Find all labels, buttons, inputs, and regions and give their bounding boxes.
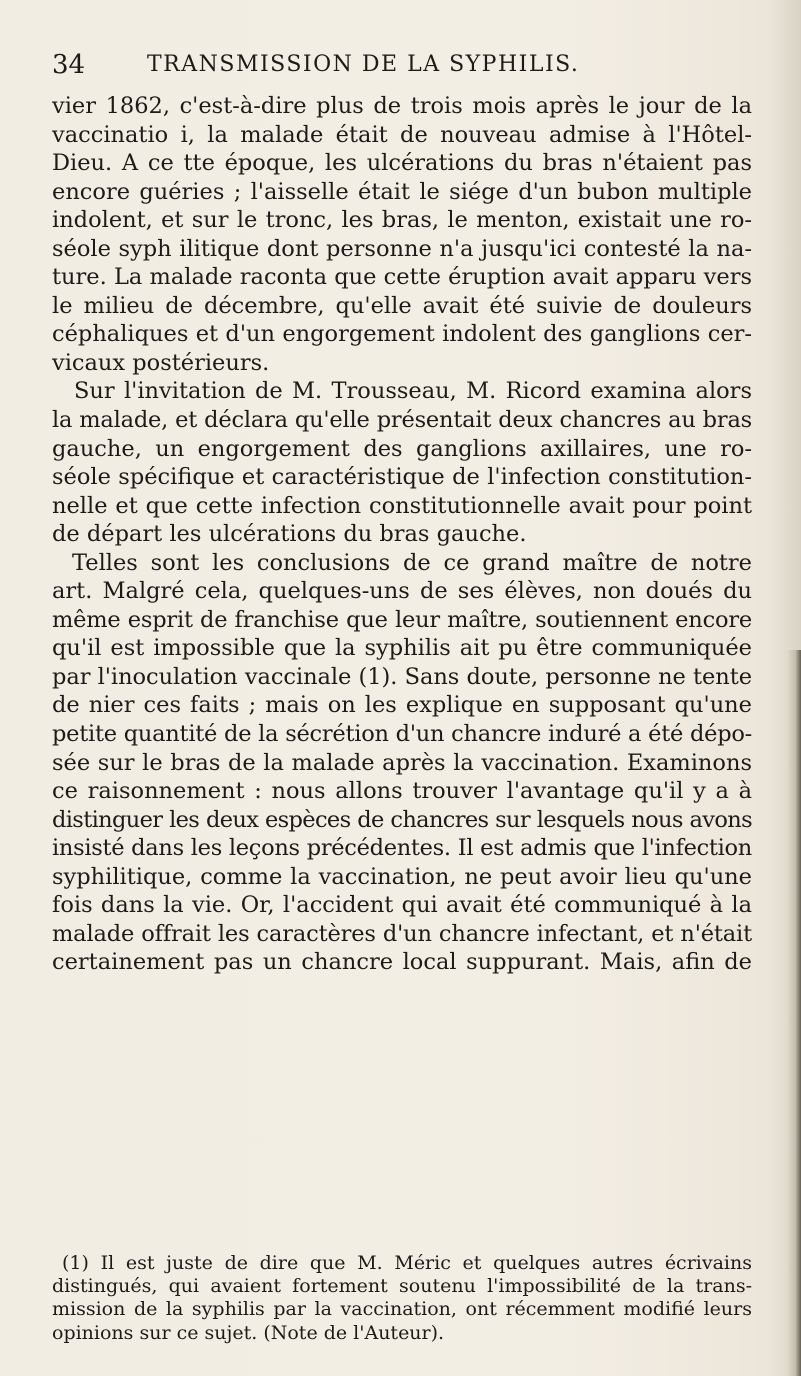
- text-line: sée sur le bras de la malade après la vaccination. Examinons: [52, 749, 752, 776]
- text-line: fois dans la vie. Or, l'accident qui avait été communiqué à la: [52, 892, 752, 919]
- footnote-line: distingués, qui avaient fortement soutenu l'impossibilité de la trans-: [52, 1275, 752, 1298]
- text-line: encore guéries ; l'aisselle était le siége d'un bubon multiple: [52, 178, 752, 205]
- text-line: ture. La malade raconta que cette éruption avait apparu vers: [52, 264, 752, 291]
- text-line: même esprit de franchise que leur maître, soutiennent encore: [52, 606, 752, 633]
- page-edge-shadow: [787, 650, 801, 1376]
- footnote-line: (1) Il est juste de dire que M. Méric et quelques autres écrivains: [62, 1252, 752, 1274]
- text-line: gauche, un engorgement des ganglions axillaires, une ro-: [52, 435, 752, 462]
- page-header: [52, 50, 752, 90]
- text-line: séole syph ilitique dont personne n'a jusqu'ici contesté la na-: [52, 235, 752, 262]
- text-line: ce raisonnement : nous allons trouver l'avantage qu'il y a à: [52, 778, 752, 805]
- text-line: de départ les ulcérations du bras gauche.: [52, 521, 527, 548]
- text-line: vier 1862, c'est-à-dire plus de trois mois après le jour de la: [52, 93, 752, 119]
- text-line: malade offrait les caractères d'un chancre infectant, et n'était: [52, 920, 752, 947]
- text-line: de nier ces faits ; mais on les explique en supposant qu'une: [52, 692, 752, 719]
- text-line: par l'inoculation vaccinale (1). Sans doute, personne ne tente: [52, 663, 752, 690]
- footnote-line: mission de la syphilis par la vaccination, ont récemment modifié leurs: [52, 1298, 752, 1321]
- text-line: vaccinatio i, la malade était de nouveau admise à l'Hôtel-: [52, 121, 752, 148]
- footnote: [52, 1252, 752, 1345]
- footnote-line: opinions sur ce sujet. (Note de l'Auteur).: [52, 1321, 445, 1344]
- text-line: insisté dans les leçons précédentes. Il est admis que l'infection: [52, 835, 752, 862]
- body-text: [52, 92, 752, 977]
- running-title: TRANSMISSION DE LA SYPHILIS.: [147, 52, 580, 77]
- text-line: distinguer les deux espèces de chancres sur lesquels nous avons: [52, 806, 752, 833]
- text-line: petite quantité de la sécrétion d'un chancre induré a été dépo-: [52, 721, 752, 748]
- text-line: syphilitique, comme la vaccination, ne peut avoir lieu qu'une: [52, 863, 752, 890]
- text-line: qu'il est impossible que la syphilis ait pu être communiquée: [52, 635, 752, 662]
- text-line: art. Malgré cela, quelques-uns de ses élèves, non doués du: [52, 578, 752, 605]
- page-number: 34: [52, 50, 86, 80]
- text-line: vicaux postérieurs.: [52, 349, 270, 376]
- text-line: Telles sont les conclusions de ce grand maître de notre: [72, 549, 752, 576]
- text-line: Sur l'invitation de M. Trousseau, M. Ricord examina alors: [74, 378, 752, 405]
- text-line: céphaliques et d'un engorgement indolent des ganglions cer-: [52, 321, 752, 348]
- text-line: la malade, et déclara qu'elle présentait deux chancres au bras: [52, 407, 752, 434]
- text-line: Dieu. A ce tte époque, les ulcérations du bras n'étaient pas: [52, 150, 752, 177]
- text-line: séole spécifique et caractéristique de l'infection constitution-: [52, 464, 752, 491]
- text-line: nelle et que cette infection constitutionnelle avait pour point: [52, 492, 752, 519]
- text-line: le milieu de décembre, qu'elle avait été suivie de douleurs: [52, 292, 752, 319]
- text-line: certainement pas un chancre local suppurant. Mais, afin de: [52, 949, 752, 976]
- text-line: indolent, et sur le tronc, les bras, le menton, existait une ro-: [52, 207, 752, 234]
